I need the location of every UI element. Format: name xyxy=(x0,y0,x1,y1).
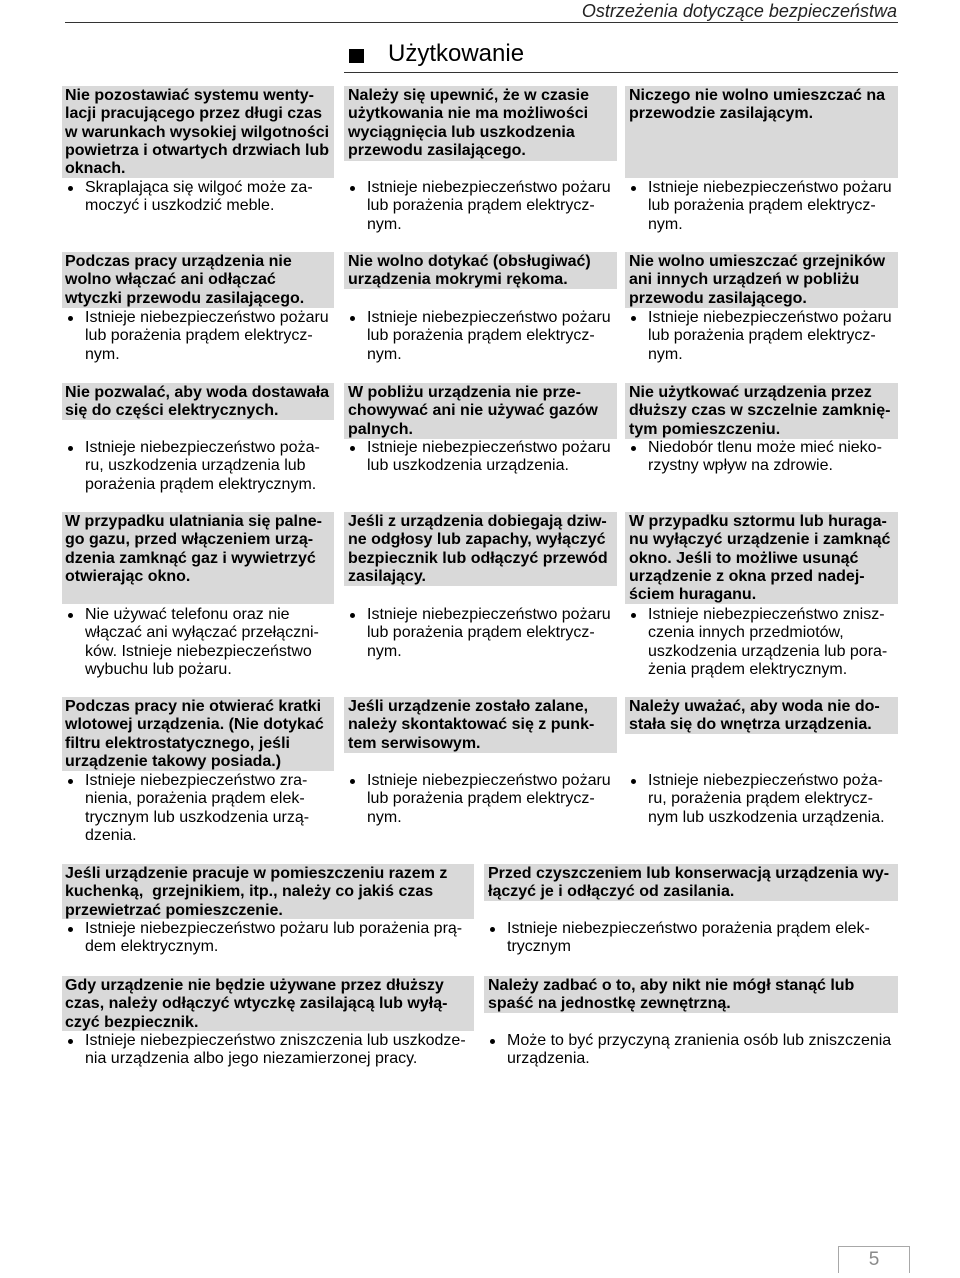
hazard-text: Istnieje niebezpieczeństwo znisz- czenia innych przedmiotów, uszkodzenia urządzenia lub pora- żenia prądem elektrycznym. xyxy=(648,606,888,678)
bullet-icon xyxy=(490,927,495,932)
hazard-text: Istnieje niebezpieczeństwo poża- ru, porażenia prądem elektrycz- nym lub uszkodzenia urządzenia. xyxy=(648,772,885,826)
warning-box: Jeśli urządzenie zostało zalane, należy skontaktować się z punk- tem serwisowym. xyxy=(344,697,617,753)
warning-box: Należy się upewnić, że w czasie użytkowania nie ma możliwości wyciągnięcia lub uszkodzenia przewodu zasilającego. xyxy=(344,86,617,161)
warning-box: Jeśli urządzenie pracuje w pomieszczeniu razem z kuchenką, grzejnikiem, itp., należy co jakiś czas przewietrzać pomieszczenie. xyxy=(62,864,474,919)
warning-box: Podczas pracy urządzenia nie wolno włączać ani odłączać wtyczki przewodu zasilającego. xyxy=(62,252,334,308)
bullet-icon xyxy=(490,1039,495,1044)
warning-box: Podczas pracy nie otwierać kratki wlotowej urządzenia. (Nie dotykać filtru elektrostatycznego, jeśli urządzenie takowy posiada.) xyxy=(62,697,334,771)
warning-box: W przypadku sztormu lub huraga- nu wyłączyć urządzenie i zamknąć okno. Jeśli to możliwe usunąć urządzenie z okna przed nadej- ściem huraganu. xyxy=(625,512,898,604)
hazard-text: Istnieje niebezpieczeństwo pożaru lub porażenia prądem elektrycz- nym. xyxy=(367,772,611,826)
warning-box: Niczego nie wolno umieszczać na przewodzie zasilającym. xyxy=(625,86,898,178)
section-title: Użytkowanie xyxy=(388,40,525,67)
hazard-text: Nie używać telefonu oraz nie włączać ani wyłączać przełączni- ków. Istnieje niebezpieczeństwo wybuchu lub pożaru. xyxy=(85,606,319,678)
hazard-text: Istnieje niebezpieczeństwo pożaru lub porażenia prądem elektrycz- nym. xyxy=(85,309,329,363)
hazard-note xyxy=(484,920,898,957)
wide-column-right xyxy=(484,0,898,1278)
warning-box: W przypadku ulatniania się palne- go gazu, przed włączeniem urzą- dzenia zamknąć gaz i wywietrzyć otwierając okno. xyxy=(62,512,334,604)
hazard-text: Istnieje niebezpieczeństwo pożaru lub porażenia prądem elektrycz- nym. xyxy=(648,309,892,363)
running-header: Ostrzeżenia dotyczące bezpieczeństwa xyxy=(581,1,897,21)
hazard-text: Może to być przyczyną zranienia osób lub zniszczenia urządzenia. xyxy=(507,1032,892,1068)
warning-box: Nie pozostawiać systemu wenty- lacji pracującego przez długi czas w warunkach wysokiej wilgotności powietrza i otwartych drzwiach lub oknach. xyxy=(62,86,334,178)
hazard-note xyxy=(484,1032,898,1069)
wide-column-left xyxy=(62,0,474,1278)
hazard-text: Istnieje niebezpieczeństwo pożaru lub porażenia prądem elektrycz- nym. xyxy=(367,309,611,363)
warning-box: Należy zadbać o to, aby nikt nie mógł stanąć lub spaść na jednostkę zewnętrzną. xyxy=(484,976,898,1013)
hazard-text: Istnieje niebezpieczeństwo pożaru lub porażenia prądem elektrycz- nym. xyxy=(367,179,611,233)
warning-box: W pobliżu urządzenia nie prze- chowywać ani nie używać gazów palnych. xyxy=(344,383,617,439)
hazard-text: Istnieje niebezpieczeństwo pożaru lub porażenia prą- dem elektrycznym. xyxy=(85,920,463,956)
hazard-text: Istnieje niebezpieczeństwo pożaru lub uszkodzenia urządzenia. xyxy=(367,439,611,475)
warning-box: Należy uważać, aby woda nie do- stała się do wnętrza urządzenia. xyxy=(625,697,898,734)
hazard-text: Istnieje niebezpieczeństwo zniszczenia lub uszkodze- nia urządzenia albo jego niezamierzonej pracy. xyxy=(85,1032,466,1068)
hazard-note xyxy=(62,920,474,957)
hazard-text: Niedobór tlenu może mieć nieko- rzystny wpływ na zdrowie. xyxy=(648,439,882,475)
hazard-note xyxy=(62,1032,474,1069)
bullet-icon xyxy=(68,927,73,932)
hazard-text: Istnieje niebezpieczeństwo pożaru lub porażenia prądem elektrycz- nym. xyxy=(648,179,892,233)
bullet-icon xyxy=(68,1039,73,1044)
warning-box: Nie wolno umieszczać grzejników ani innych urządzeń w pobliżu przewodu zasilającego. xyxy=(625,252,898,308)
warning-box: Jeśli z urządzenia dobiegają dziw- ne odgłosy lub zapachy, wyłączyć bezpiecznik lub odłączyć przewód zasilający. xyxy=(344,512,617,586)
warning-box: Przed czyszczeniem lub konserwacją urządzenia wy- łączyć je i odłączyć od zasilania. xyxy=(484,864,898,901)
warning-box: Nie użytkować urządzenia przez dłuższy czas w szczelnie zamknię- tym pomieszczeniu. xyxy=(625,383,898,439)
warning-box: Nie pozwalać, aby woda dostawała się do części elektrycznych. xyxy=(62,383,334,420)
hazard-text: Istnieje niebezpieczeństwo porażenia prądem elek- trycznym xyxy=(507,920,870,956)
hazard-text: Istnieje niebezpieczeństwo zra- nienia, porażenia prądem elek- trycznym lub uszkodzenia urzą- dzenia. xyxy=(85,772,310,844)
page-number: 5 xyxy=(838,1246,910,1273)
hazard-text: Istnieje niebezpieczeństwo poża- ru, uszkodzenia urządzenia lub porażenia prądem elektrycznym. xyxy=(85,439,320,493)
hazard-text: Skraplająca się wilgoć może za- moczyć i uszkodzić meble. xyxy=(85,179,313,215)
warning-box: Gdy urządzenie nie będzie używane przez dłuższy czas, należy odłączyć wtyczkę zasilającą lub wyłą- czyć bezpiecznik. xyxy=(62,976,474,1031)
hazard-text: Istnieje niebezpieczeństwo pożaru lub porażenia prądem elektrycz- nym. xyxy=(367,606,611,660)
warning-box: Nie wolno dotykać (obsługiwać) urządzenia mokrymi rękoma. xyxy=(344,252,617,289)
